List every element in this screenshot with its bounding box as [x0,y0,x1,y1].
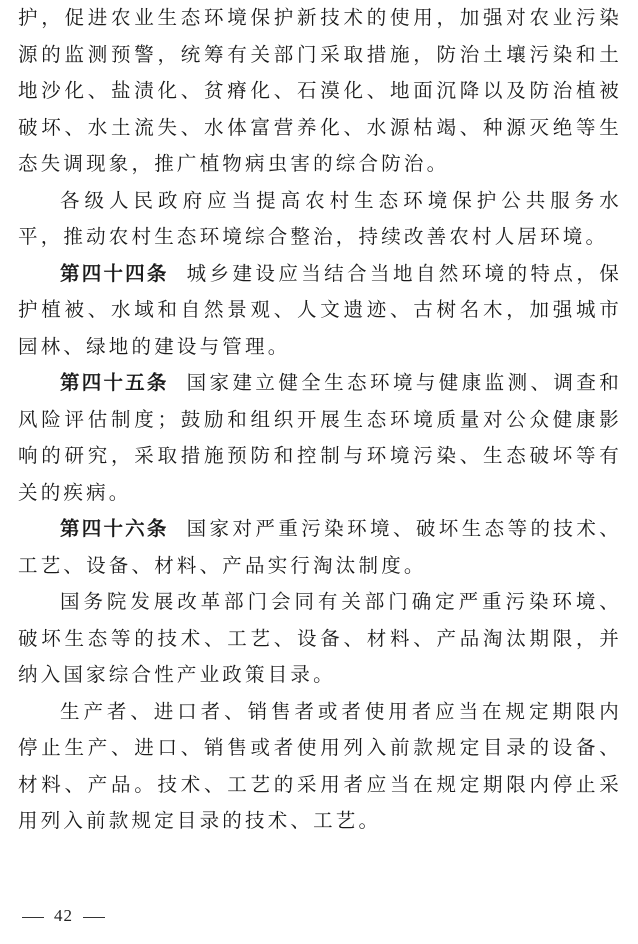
paragraph-text: 国家对严重污染环境、破坏生态等的技术、工艺、设备、材料、产品实行淘汰制度。 [18,517,622,577]
document-page [18,0,622,840]
paragraph-text: 各级人民政府应当提高农村生态环境保护公共服务水平，推动农村生态环境综合整治，持续改善农村人居环境。 [18,188,622,248]
article-number: 第四十六条 [60,517,169,540]
footer-dash-left [22,917,44,918]
paragraph-rural-environment [18,183,622,256]
paragraph-text: 护，促进农业生态环境保护新技术的使用，加强对农业污染源的监测预警，统筹有关部门采取措施，防治土壤污染和土地沙化、盐渍化、贫瘠化、石漠化、地面沉降以及防治植被破坏、水土流失、水体富营养化、水源枯竭、种源灭绝等生态失调现象，推广植物病虫害的综合防治。 [18,6,622,175]
article-45 [18,365,622,511]
paragraph-text: 国家建立健全生态环境与健康监测、调查和风险评估制度；鼓励和组织开展生态环境质量对公众健康影响的研究，采取措施预防和控制与环境污染、生态破坏等有关的疾病。 [18,371,622,504]
page-footer [22,906,105,926]
footer-dash-right [83,917,105,918]
paragraph-continuation [18,0,622,183]
paragraph-text: 国务院发展改革部门会同有关部门确定严重污染环境、破坏生态等的技术、工艺、设备、材料、产品淘汰期限，并纳入国家综合性产业政策目录。 [18,590,622,686]
paragraph-elimination-deadline [18,584,622,694]
article-number: 第四十四条 [60,261,169,285]
paragraph-text: 生产者、进口者、销售者或者使用者应当在规定期限内停止生产、进口、销售或者使用列入前款规定目录的设备、材料、产品。技术、工艺的采用者应当在规定期限内停止采用列入前款规定目录的技术、工艺。 [18,699,622,832]
paragraph-stop-use [18,694,622,840]
page-number: 42 [54,906,73,925]
article-number: 第四十五条 [60,371,169,394]
article-44 [18,256,622,366]
paragraph-text: 城乡建设应当结合当地自然环境的特点，保护植被、水域和自然景观、人文遗迹、古树名木，加强城市园林、绿地的建设与管理。 [18,261,622,358]
article-46 [18,511,622,584]
